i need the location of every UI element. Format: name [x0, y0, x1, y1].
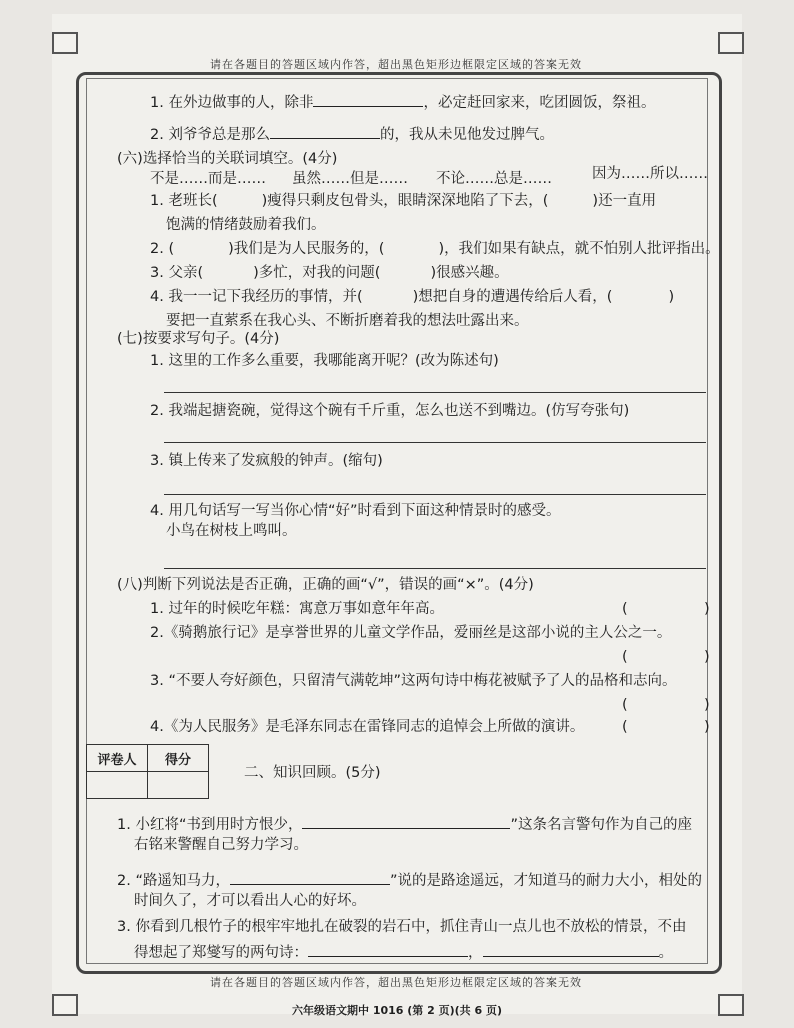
judgement-blank-open[interactable]: ( [622, 719, 628, 735]
conjunction-option: 虽然……但是…… [292, 171, 408, 187]
section2-q1-cont: 右铭来警醒自己努力学习。 [134, 837, 308, 853]
registration-mark [718, 32, 744, 54]
part6-q1-cont: 饱满的情绪鼓励着我们。 [166, 217, 326, 233]
part8-q2: 2.《骑鹅旅行记》是享誉世界的儿童文学作品，爱丽丝是这部小说的主人公之一。 [150, 625, 672, 641]
points-label: 得分 [148, 745, 209, 772]
section2-q2: 2. “路遥知马力， ”说的是路途遥远，才知道马的耐力大小，相处的 [117, 870, 702, 890]
answer-line[interactable] [164, 442, 706, 443]
section2-q3-cont: 得想起了郑燮写的两句诗： ， 。 [134, 942, 673, 962]
judgement-blank-close[interactable]: ) [704, 697, 710, 713]
part8-q4: 4.《为人民服务》是毛泽东同志在雷锋同志的追悼会上所做的演讲。 [150, 719, 585, 735]
part6-q3: 3. 父亲( )多忙，对我的问题( )很感兴趣。 [150, 265, 509, 281]
section2-q2-cont: 时间久了，才可以看出人心的好坏。 [134, 893, 366, 909]
part7-q3: 3. 镇上传来了发疯般的钟声。(缩句) [150, 453, 383, 469]
conjunction-option: 不是……而是…… [150, 171, 266, 187]
part8-q3: 3. “不要人夸好颜色，只留清气满乾坤”这两句诗中梅花被赋予了人的品格和志向。 [150, 673, 677, 689]
judgement-blank-open[interactable]: ( [622, 697, 628, 713]
part7-q4: 4. 用几句话写一写当你心情“好”时看到下面这种情景时的感受。 [150, 503, 561, 519]
section2-q1: 1. 小红将“书到用时方恨少， ”这条名言警句作为自己的座 [117, 814, 692, 834]
answer-line[interactable] [164, 568, 706, 569]
part7-q1: 1. 这里的工作多么重要，我哪能离开呢？(改为陈述句) [150, 353, 499, 369]
conjunction-option: 不论……总是…… [436, 171, 552, 187]
judgement-blank-close[interactable]: ) [704, 601, 710, 617]
notice-top: 请在各题目的答题区域内作答，超出黑色矩形边框限定区域的答案无效 [210, 58, 582, 71]
judgement-blank-close[interactable]: ) [704, 649, 710, 665]
points-cell[interactable] [148, 772, 209, 799]
section2-title: 二、知识回顾。(5分) [244, 765, 381, 781]
part6-q4: 4. 我一一记下我经历的事情，并( )想把自身的遭遇传给后人看，( ) [150, 289, 675, 305]
registration-mark [52, 32, 78, 54]
judgement-blank-open[interactable]: ( [622, 649, 628, 665]
part7-q4-scene: 小鸟在树枝上鸣叫。 [166, 523, 297, 539]
answer-line[interactable] [164, 392, 706, 393]
judgement-blank-open[interactable]: ( [622, 601, 628, 617]
part6-q4-cont: 要把一直萦系在我心头、不断折磨着我的想法吐露出来。 [166, 313, 529, 329]
part5-q1: 1. 在外边做事的人，除非 ，必定赶回家来，吃团圆饭，祭祖。 [150, 92, 655, 112]
part6-q2: 2. ( )我们是为人民服务的，( )，我们如果有缺点，就不怕别人批评指出。 [150, 241, 720, 257]
part5-q2: 2. 刘爷爷总是那么 的，我从未见他发过脾气。 [150, 124, 554, 144]
section2-q3: 3. 你看到几根竹子的根牢牢地扎在破裂的岩石中，抓住青山一点儿也不放松的情景，不由 [117, 919, 687, 935]
part7-q2: 2. 我端起搪瓷碗，觉得这个碗有千斤重，怎么也送不到嘴边。(仿写夸张句) [150, 403, 630, 419]
judgement-blank-close[interactable]: ) [704, 719, 710, 735]
part6-title: (六)选择恰当的关联词填空。(4分) [117, 151, 338, 167]
grader-label: 评卷人 [87, 745, 148, 772]
notice-bottom: 请在各题目的答题区域内作答，超出黑色矩形边框限定区域的答案无效 [210, 976, 582, 989]
part7-title: (七)按要求写句子。(4分) [117, 331, 280, 347]
part8-title: (八)判断下列说法是否正确，正确的画“√”，错误的画“×”。(4分) [117, 577, 534, 593]
conjunction-option: 因为……所以…… [592, 166, 708, 182]
page-footer: 六年级语文期中 1016 (第 2 页)(共 6 页) [291, 1004, 502, 1017]
part8-q1: 1. 过年的时候吃年糕：寓意万事如意年年高。 [150, 601, 444, 617]
answer-line[interactable] [164, 494, 706, 495]
grader-cell[interactable] [87, 772, 148, 799]
score-table [86, 744, 209, 799]
part6-q1: 1. 老班长( )瘦得只剩皮包骨头，眼睛深深地陷了下去，( )还一直用 [150, 193, 657, 209]
